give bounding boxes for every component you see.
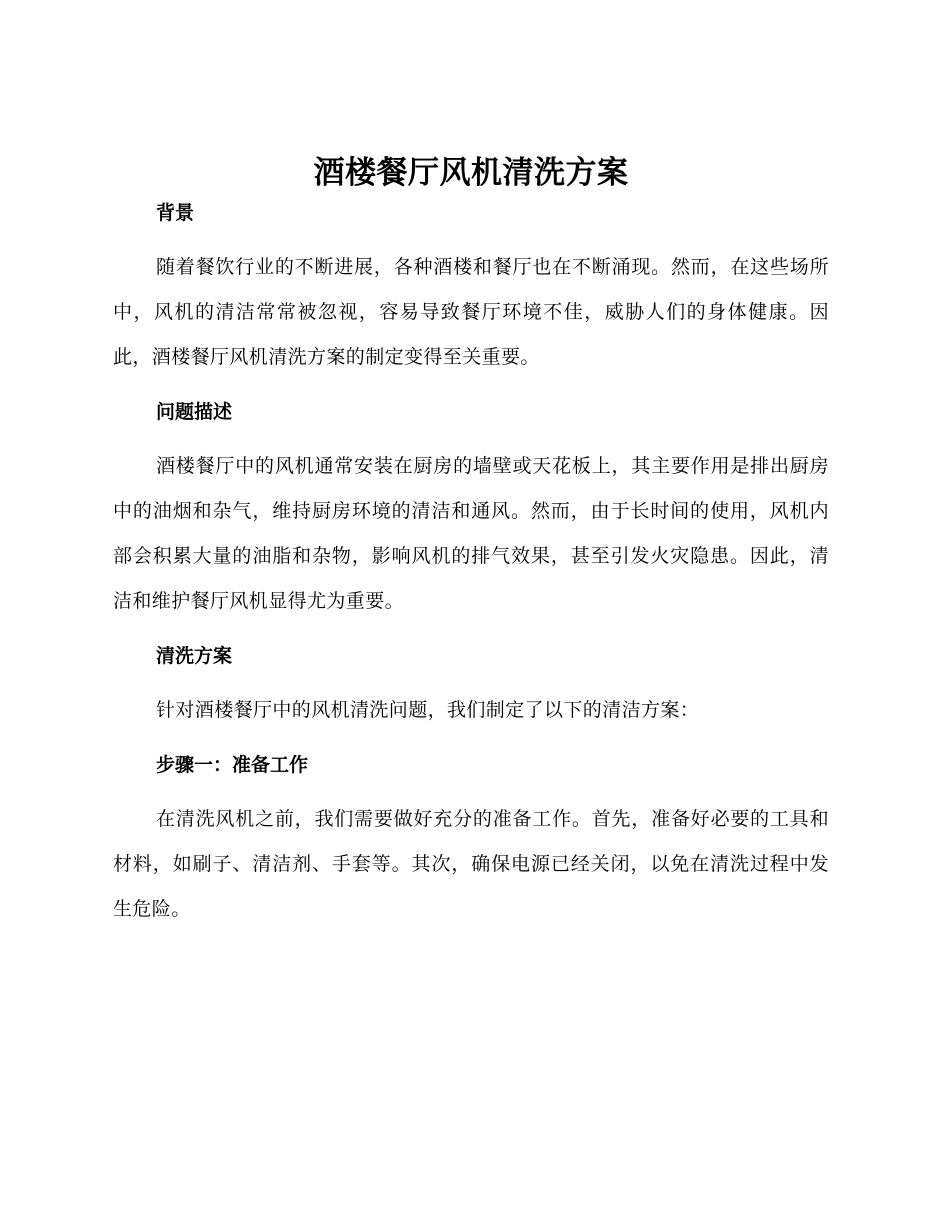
section-heading-background: 背景	[156, 202, 195, 224]
document-title: 酒楼餐厅风机清洗方案	[313, 155, 629, 191]
paragraph-background: 随着餐饮行业的不断进展，各种酒楼和餐厅也在不断涌现。然而，在这些场所中，风机的清洁常常被忽视，容易导致餐厅环境不佳，威胁人们的身体健康。因此，酒楼餐厅风机清洗方案的制定变得至关重要。	[113, 256, 829, 368]
paragraph-step-one: 在清洗风机之前，我们需要做好充分的准备工作。首先，准备好必要的工具和材料，如刷子、清洁剂、手套等。其次，确保电源已经关闭，以免在清洗过程中发生危险。	[113, 808, 829, 920]
paragraph-problem: 酒楼餐厅中的风机通常安装在厨房的墙壁或天花板上，其主要作用是排出厨房中的油烟和杂气，维持厨房环境的清洁和通风。然而，由于长时间的使用，风机内部会积累大量的油脂和杂物，影响风机的排气效果，甚至引发火灾隐患。因此，清洁和维护餐厅风机显得尤为重要。	[113, 455, 829, 612]
section-heading-step-one: 步骤一：准备工作	[156, 754, 309, 776]
section-heading-plan: 清洗方案	[156, 645, 233, 667]
section-problem	[113, 399, 829, 624]
section-step-one	[113, 752, 829, 932]
section-plan	[113, 643, 829, 733]
document-page	[113, 150, 829, 932]
section-background	[113, 200, 829, 380]
paragraph-plan: 针对酒楼餐厅中的风机清洗问题，我们制定了以下的清洁方案：	[156, 699, 700, 721]
section-heading-problem: 问题描述	[156, 401, 233, 423]
